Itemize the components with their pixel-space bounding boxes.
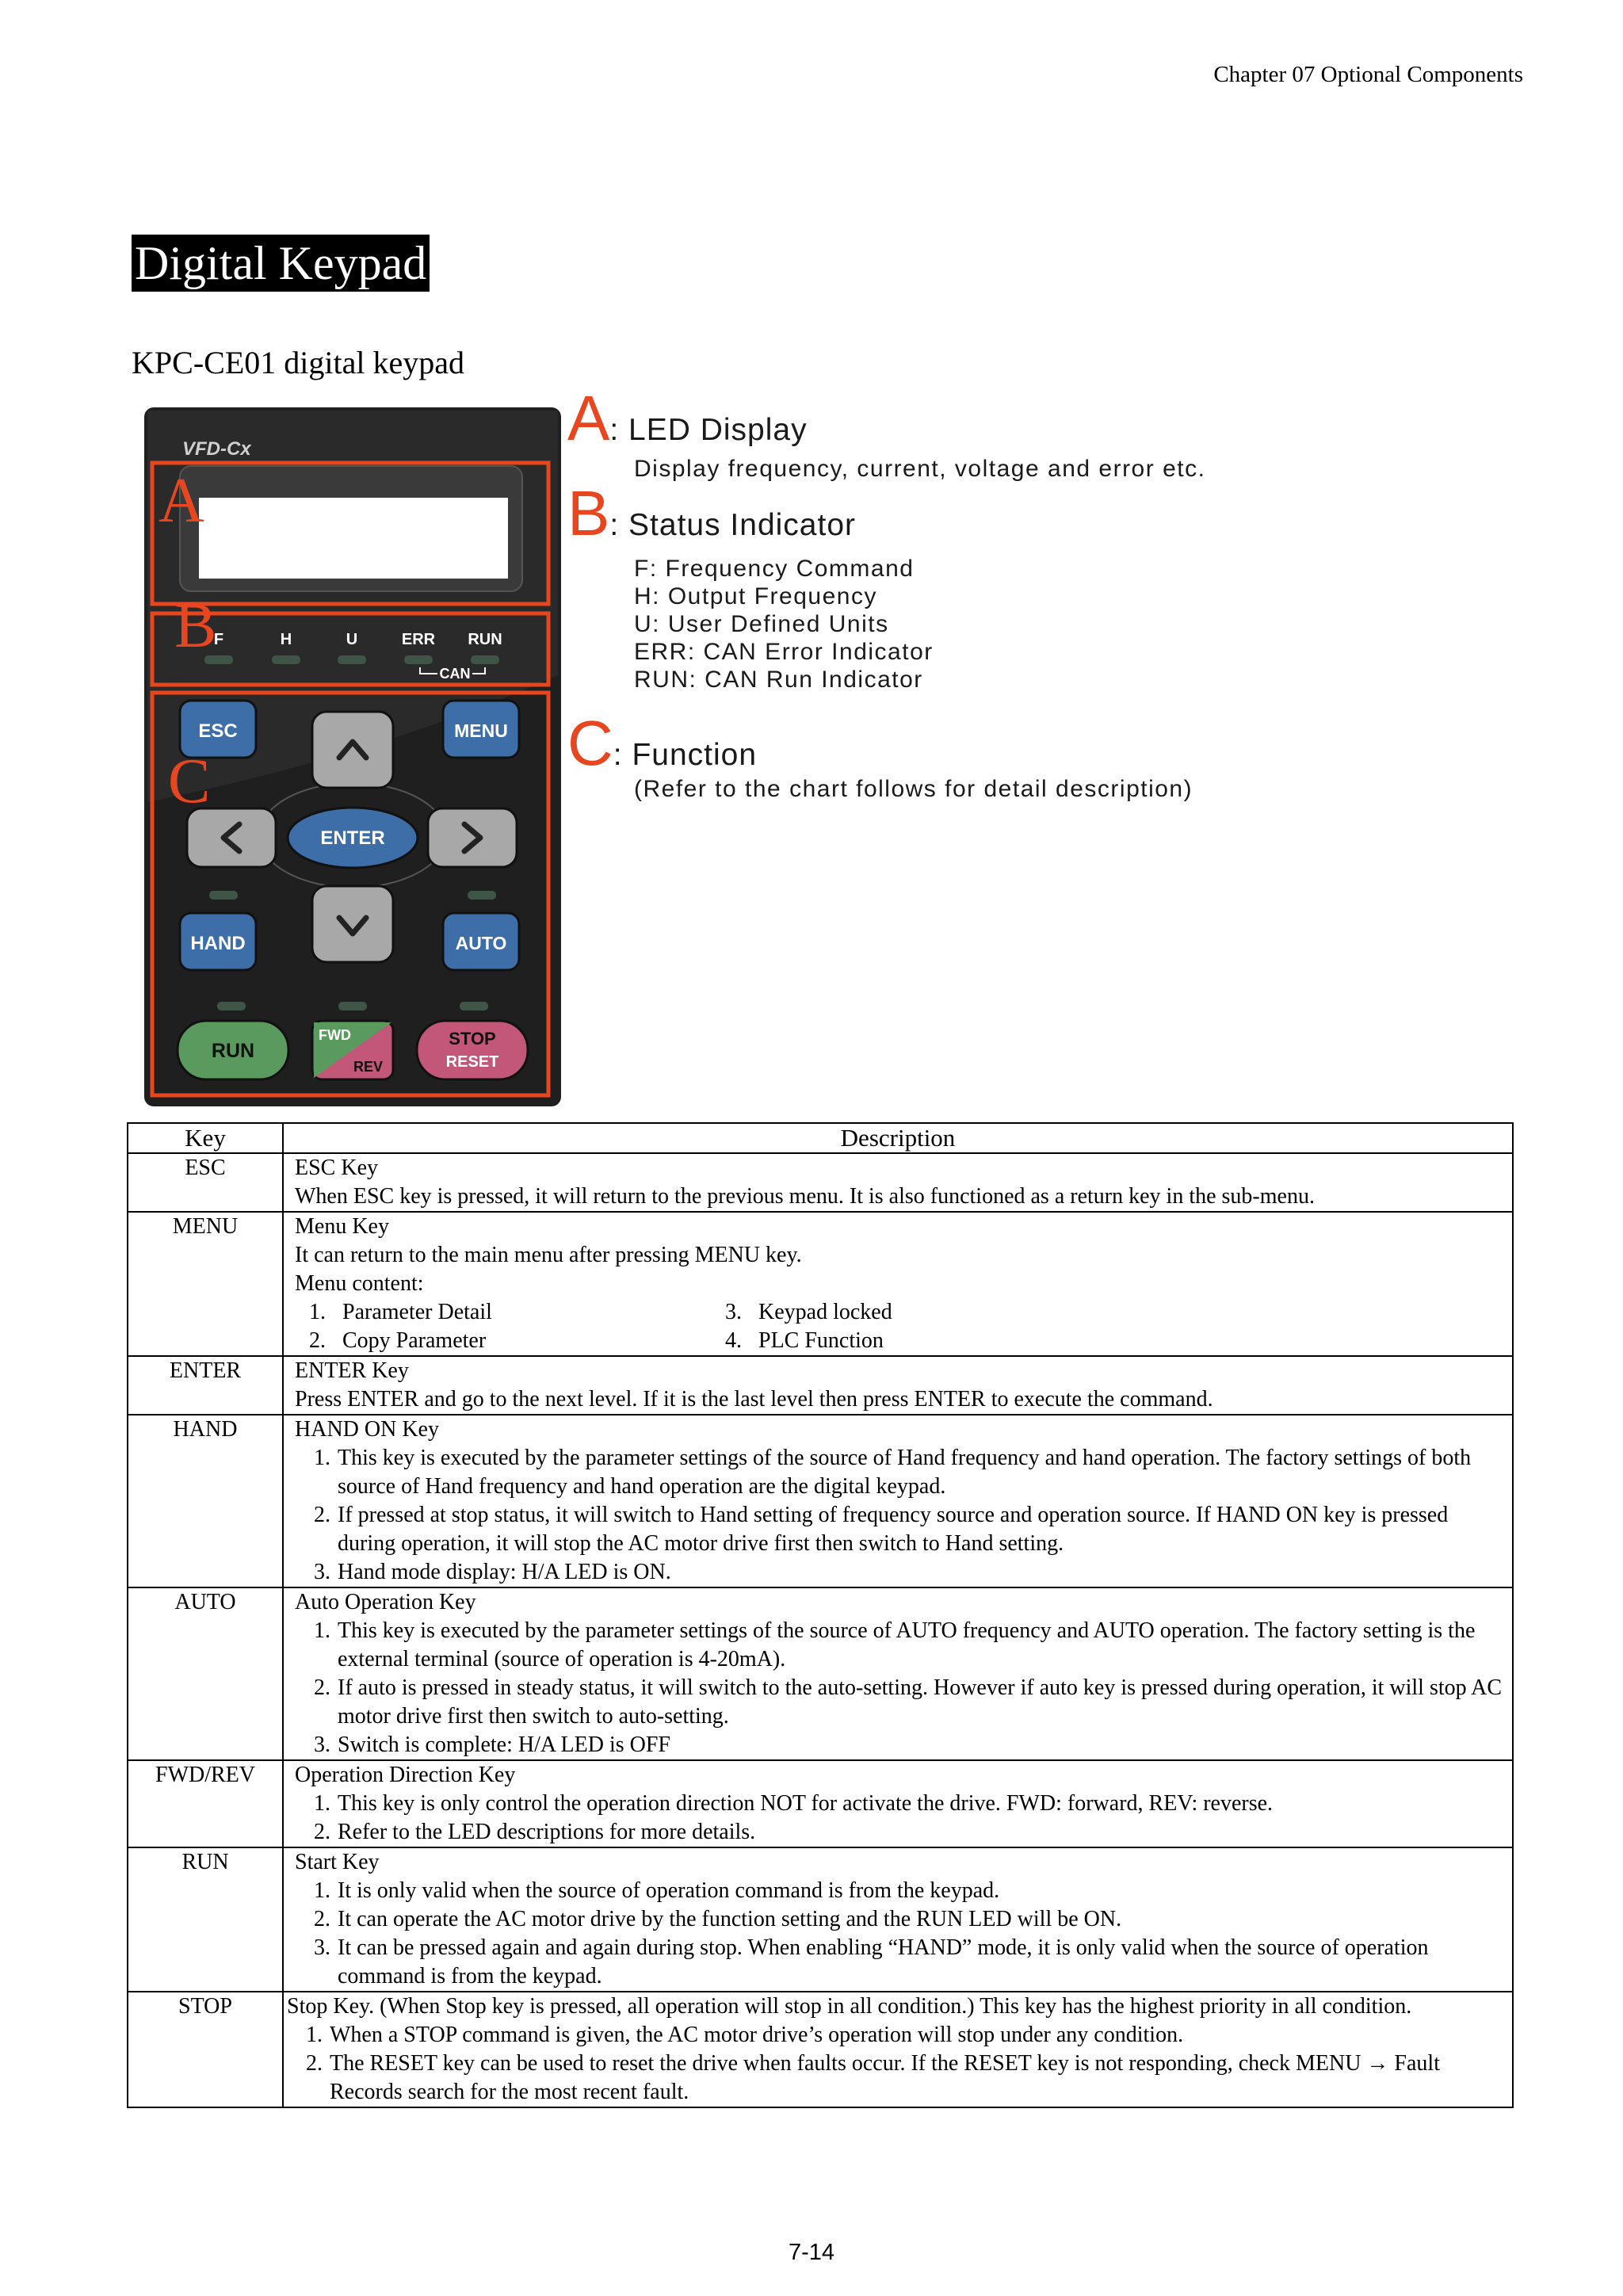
list-item: 3. Switch is complete: H/A LED is OFF	[336, 1731, 1509, 1759]
led-label-f: F	[213, 631, 224, 648]
description-cell	[283, 1847, 1513, 1992]
enter-key[interactable]: ENTER	[320, 827, 385, 849]
row-title: Auto Operation Key	[295, 1590, 476, 1614]
key-description-table	[127, 1122, 1514, 2108]
list-item: 1. This key is executed by the parameter settings of the source of AUTO frequency and AUTO operation. The factory setting is the external terminal (source of operation is 4-20mA).	[336, 1617, 1509, 1674]
up-key[interactable]	[312, 712, 393, 788]
page-number: 7-14	[788, 2240, 835, 2265]
key-cell: AUTO	[128, 1587, 283, 1760]
rev-label: REV	[353, 1059, 384, 1075]
description-cell	[283, 1587, 1513, 1760]
table-row	[128, 1992, 1513, 2107]
row-title: Menu Key	[295, 1214, 389, 1239]
table-row	[128, 1153, 1513, 1212]
legend-c-line: (Refer to the chart follows for detail description)	[634, 776, 1193, 802]
list-item: 2. If auto is pressed in steady status, it will switch to the auto-setting. However if auto key is pressed during operation, it will stop AC motor drive first then switch to auto-setting.	[336, 1674, 1509, 1731]
row-title: Operation Direction Key	[295, 1763, 516, 1787]
down-key[interactable]	[312, 886, 393, 962]
list-item: 1. This key is only control the operation direction NOT for activate the drive. FWD: forward, REV: reverse.	[336, 1790, 1509, 1818]
led-err	[404, 655, 433, 664]
led-label-u: U	[346, 631, 358, 648]
menu-item: 3. Keypad locked	[725, 1300, 892, 1324]
page-title: Digital Keypad	[132, 235, 430, 292]
lcd-screen	[199, 498, 508, 579]
legend-c-letter: C	[567, 708, 613, 778]
key-cell: STOP	[128, 1992, 283, 2107]
table-row	[128, 1356, 1513, 1415]
menu-key[interactable]: MENU	[454, 720, 508, 741]
description-cell	[283, 1212, 1513, 1356]
led-label-h: H	[280, 631, 292, 648]
list-item: 1. When a STOP command is given, the AC motor drive’s operation will stop under any condition.	[328, 2021, 1509, 2050]
column-header-description: Description	[283, 1123, 1513, 1153]
description-cell	[283, 1760, 1513, 1847]
region-a-letter: A	[158, 466, 204, 536]
run-key[interactable]: RUN	[211, 1040, 255, 1062]
row-text: When ESC key is pressed, it will return to the previous menu. It is also functioned as a return key in the sub-menu.	[295, 1184, 1315, 1209]
legend-b-title: : Status Indicator	[609, 508, 857, 542]
description-cell	[283, 1153, 1513, 1212]
row-text: Press ENTER and go to the next level. If it is the last level then press ENTER to execute the command.	[295, 1387, 1213, 1412]
region-c-letter: C	[168, 747, 211, 816]
legend-b-line: RUN: CAN Run Indicator	[634, 667, 923, 693]
brand-logo: VFD-Cx	[182, 438, 251, 460]
legend-b-line: H: Output Frequency	[634, 583, 877, 609]
key-cell: RUN	[128, 1847, 283, 1992]
table-row	[128, 1212, 1513, 1356]
list-item: 2. If pressed at stop status, it will switch to Hand setting of frequency source and operation source. If HAND ON key is pressed during operation, it will stop the AC motor drive first then switch to Hand setting.	[336, 1501, 1509, 1558]
table-header-row	[128, 1123, 1513, 1153]
row-title: ESC Key	[295, 1156, 378, 1180]
hand-key[interactable]: HAND	[190, 933, 246, 954]
stop-reset-key[interactable]	[417, 1021, 528, 1079]
row-text: It can return to the main menu after pressing MENU key.	[295, 1243, 802, 1267]
legend-a-line: Display frequency, current, voltage and error etc.	[634, 456, 1206, 482]
description-cell	[283, 1992, 1513, 2107]
can-label: CAN	[439, 666, 471, 682]
led-label-run: RUN	[468, 631, 502, 648]
menu-item: 4. PLC Function	[725, 1328, 884, 1353]
menu-item: 1. Parameter Detail	[309, 1300, 492, 1324]
description-cell	[283, 1356, 1513, 1415]
legend-a-title: : LED Display	[609, 413, 808, 447]
fwd-label: FWD	[319, 1027, 351, 1043]
column-header-key: Key	[128, 1123, 283, 1153]
esc-key[interactable]: ESC	[198, 720, 238, 742]
list-item: 3. It can be pressed again and again during stop. When enabling “HAND” mode, it is only valid when the source of operation command is from the keypad.	[336, 1934, 1509, 1991]
legend-c-title: : Function	[613, 738, 758, 772]
row-title: Start Key	[295, 1850, 380, 1874]
chapter-header: Chapter 07 Optional Components	[1213, 62, 1523, 87]
led-run	[471, 655, 499, 664]
legend-b-line: U: User Defined Units	[634, 611, 889, 637]
led-label-err: ERR	[401, 631, 436, 648]
region-b-letter: B	[174, 591, 217, 661]
list-item: 2. The RESET key can be used to reset the drive when faults occur. If the RESET key is not responding, check MENU → Fault Records search for the most recent fault.	[328, 2050, 1509, 2107]
fwd-rev-key[interactable]	[312, 1021, 393, 1079]
list-item: 2. It can operate the AC motor drive by the function setting and the RUN LED will be ON.	[336, 1905, 1509, 1934]
auto-key[interactable]: AUTO	[455, 933, 507, 953]
key-cell: ESC	[128, 1153, 283, 1212]
key-cell: ENTER	[128, 1356, 283, 1415]
menu-content-label: Menu content:	[295, 1271, 424, 1296]
list-item: 1. This key is executed by the parameter settings of the source of Hand frequency and hand operation. The factory settings of both source of Hand frequency and hand operation are the digital keypad.	[336, 1444, 1509, 1501]
keypad-illustration	[143, 406, 563, 1108]
row-title: Stop Key. (When Stop key is pressed, all operation will stop in all condition.) This key has the highest priority in all condition.	[287, 1994, 1412, 2019]
table-row	[128, 1587, 1513, 1760]
key-cell: FWD/REV	[128, 1760, 283, 1847]
table-row	[128, 1415, 1513, 1587]
menu-item: 2. Copy Parameter	[309, 1328, 487, 1353]
legend-a-letter: A	[567, 383, 610, 453]
legend-b-letter: B	[567, 478, 610, 548]
led-h	[272, 655, 300, 664]
legend-b-line: F: Frequency Command	[634, 556, 915, 582]
list-item: 2. Refer to the LED descriptions for more details.	[336, 1818, 1509, 1847]
table-row	[128, 1847, 1513, 1992]
led-u	[338, 655, 366, 664]
row-title: HAND ON Key	[295, 1417, 439, 1442]
section-subtitle: KPC-CE01 digital keypad	[132, 345, 464, 380]
list-item: 3. Hand mode display: H/A LED is ON.	[336, 1558, 1509, 1587]
key-cell: MENU	[128, 1212, 283, 1356]
left-key[interactable]	[187, 808, 276, 867]
key-cell: HAND	[128, 1415, 283, 1587]
description-cell	[283, 1415, 1513, 1587]
row-title: ENTER Key	[295, 1358, 409, 1383]
stop-label: STOP	[449, 1029, 496, 1049]
list-item: 1. It is only valid when the source of operation command is from the keypad.	[336, 1877, 1509, 1905]
reset-label: RESET	[445, 1053, 499, 1071]
right-key[interactable]	[428, 808, 517, 867]
table-row	[128, 1760, 1513, 1847]
legend-b-line: ERR: CAN Error Indicator	[634, 639, 934, 665]
